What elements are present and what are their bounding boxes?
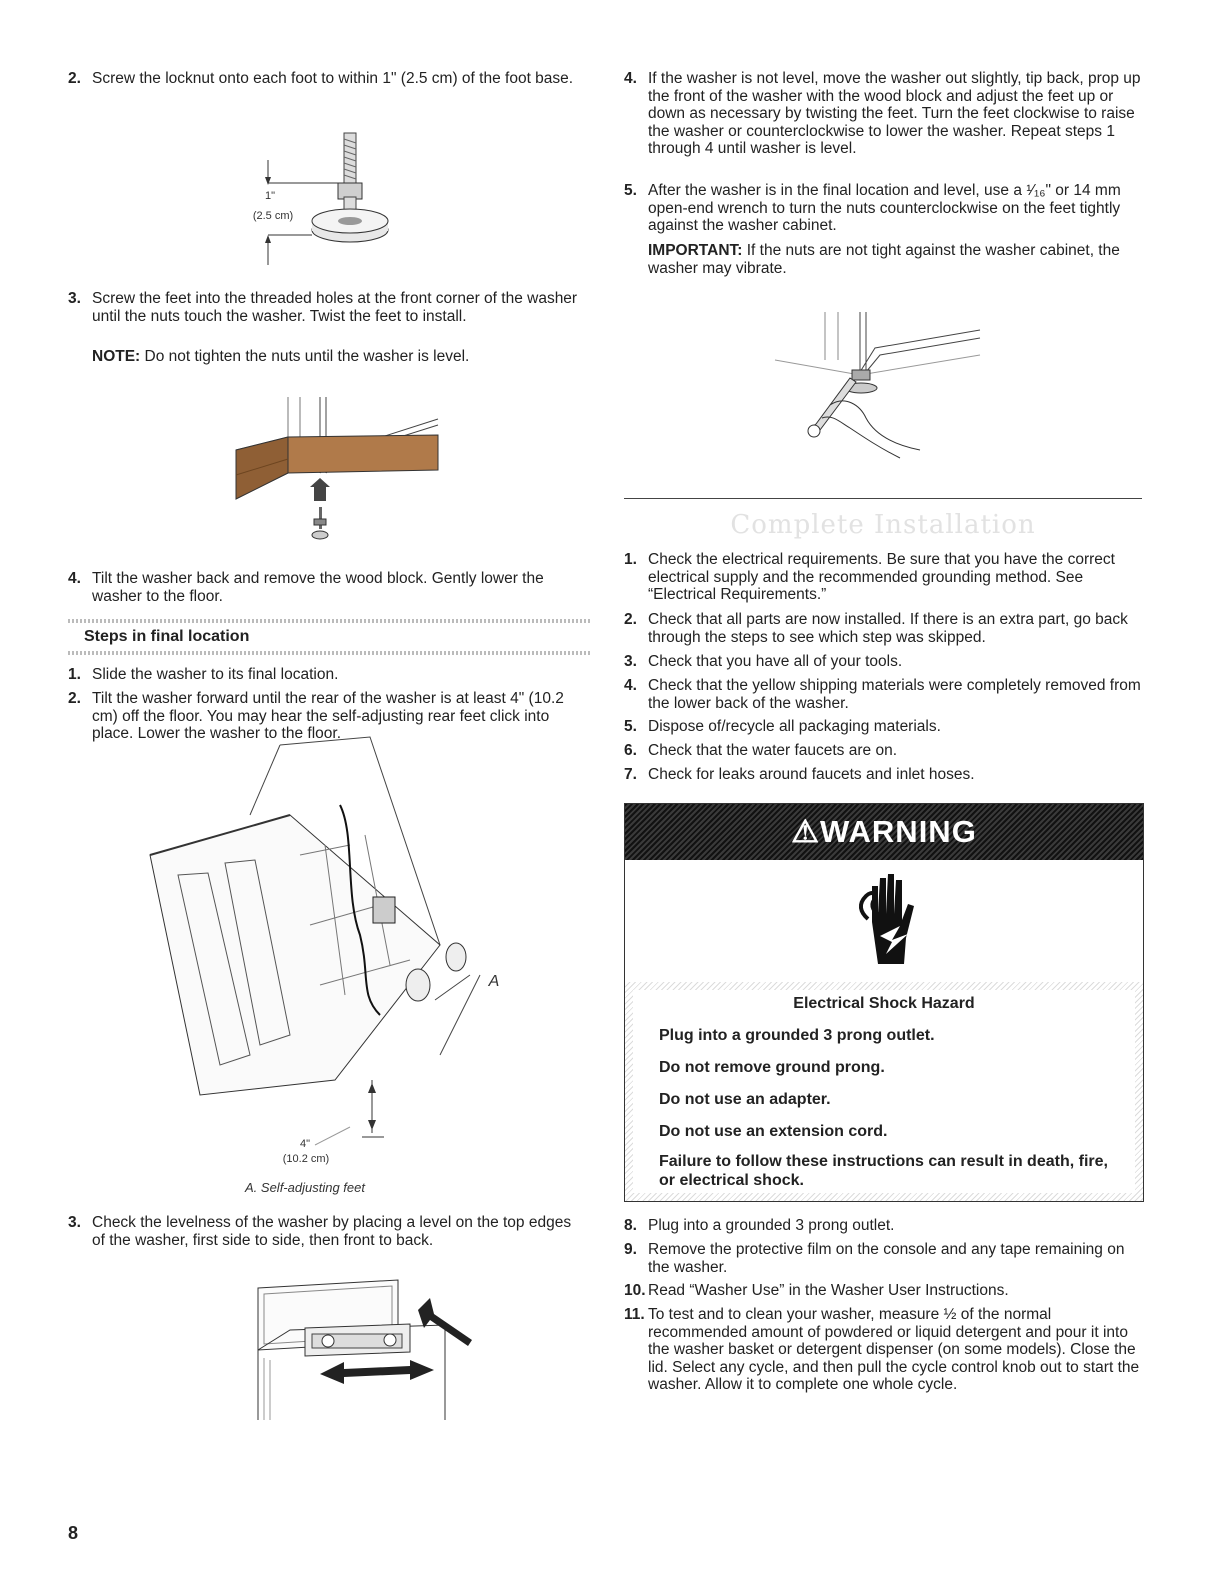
- step-text: Check for leaks around faucets and inlet hoses.: [648, 766, 975, 783]
- step-number: 3.: [68, 1214, 81, 1231]
- step-number: 11.: [624, 1306, 645, 1323]
- hazard-title: Electrical Shock Hazard: [793, 995, 975, 1012]
- important-note: [648, 242, 1144, 277]
- note-label: NOTE:: [92, 348, 141, 365]
- section-title-complete-installation: Complete Installation: [730, 510, 1036, 540]
- wood-block-illustration: [228, 395, 453, 570]
- page-number: 8: [68, 1523, 79, 1543]
- step-number: 4.: [624, 70, 637, 87]
- step-text: Remove the protective film on the console and any tape remaining on the washer.: [648, 1241, 1125, 1276]
- tilted-washer-illustration: [140, 735, 500, 1155]
- subheading-bottom-rule: [68, 651, 590, 655]
- step-number: 5.: [624, 718, 637, 735]
- step-text: Dispose of/recycle all packaging materials.: [648, 718, 941, 735]
- warning-line-3: Do not use an adapter.: [659, 1091, 831, 1108]
- foot-dimension-inches: 1": [264, 190, 276, 202]
- step-text: Check the levelness of the washer by placing a level on the top edges of the washer, first side to side, then front to back.: [92, 1214, 572, 1249]
- step-number: 3.: [624, 653, 637, 670]
- step-number: 10.: [624, 1282, 646, 1299]
- step-text: Plug into a grounded 3 prong outlet.: [648, 1217, 895, 1234]
- warning-header: [625, 804, 1143, 860]
- electrical-shock-hand-icon: [850, 864, 920, 974]
- wrench-illustration: [770, 310, 990, 460]
- step-number: 3.: [68, 290, 81, 307]
- warning-line-2: Do not remove ground prong.: [659, 1059, 885, 1076]
- step-text: After the washer is in the final location and level, use a ¹⁄₁₆" or 14 mm open-end wrench to turn the nuts counterclockwise on the feet tightly against the washer cabinet.: [648, 182, 1121, 234]
- note-tighten: [92, 348, 588, 366]
- step-number: 6.: [624, 742, 637, 759]
- figure-caption-self-adjusting-feet: A. Self-adjusting feet: [245, 1180, 365, 1195]
- step-text: Check that the yellow shipping materials were completely removed from the lower back of the washer.: [648, 677, 1141, 712]
- step-text: Check the electrical requirements. Be sure that you have the correct electrical supply and the recommended grounding method. See “Electrical Requirements.”: [648, 551, 1115, 603]
- foot-dimension-cm: (2.5 cm): [252, 210, 294, 222]
- step-number: 9.: [624, 1241, 637, 1258]
- tilt-dimension-inches: 4": [299, 1138, 311, 1150]
- warning-message-area: [633, 990, 1135, 1193]
- step-text: To test and to clean your washer, measure ½ of the normal recommended amount of powdered or liquid detergent and pour it into the washer basket or detergent dispenser (on some models). Close the lid. Select any cycle, and then pull the cycle control knob out to start the washer. Allow it to complete one whole cycle.: [648, 1306, 1140, 1393]
- step-text: If the washer is not level, move the washer out slightly, tip back, prop up the front of the washer with the wood block and adjust the feet up or down as necessary by twisting the feet. Turn the feet clockwise to raise the washer or counterclockwise to lower the washer. Repeat steps 1 through 4 until washer is level.: [648, 70, 1141, 157]
- step-text: Read “Washer Use” in the Washer User Instructions.: [648, 1282, 1009, 1299]
- washer-level-illustration: [250, 1270, 475, 1425]
- step-number: 4.: [68, 570, 81, 587]
- step-number: 2.: [624, 611, 637, 628]
- section-rule: [624, 498, 1142, 499]
- warning-line-1: Plug into a grounded 3 prong outlet.: [659, 1027, 935, 1044]
- tilt-dimension-cm: (10.2 cm): [282, 1153, 330, 1165]
- step-number: 2.: [68, 70, 81, 87]
- step-text: Check that you have all of your tools.: [648, 653, 903, 670]
- warning-line-4: Do not use an extension cord.: [659, 1123, 888, 1140]
- step-text: Tilt the washer forward until the rear of the washer is at least 4" (10.2 cm) off the floor. You may hear the self-adjusting rear feet click into place. Lower the washer to the floor.: [92, 690, 564, 742]
- warning-box: [624, 803, 1144, 1202]
- warning-line-5: Failure to follow these instructions can result in death, fire, or electrical shock.: [659, 1153, 1108, 1189]
- step-text: Slide the washer to its final location.: [92, 666, 339, 683]
- step-text: Screw the feet into the threaded holes at the front corner of the washer until the nuts touch the washer. Twist the feet to install.: [92, 290, 578, 325]
- step-text: Check that the water faucets are on.: [648, 742, 897, 759]
- subheading-top-rule: [68, 619, 590, 623]
- callout-a: A: [488, 973, 500, 990]
- warning-title: ⚠WARNING: [791, 814, 977, 849]
- subheading-final-location: Steps in final location: [84, 628, 250, 645]
- important-text: If the nuts are not tight against the washer cabinet, the washer may vibrate.: [648, 242, 1120, 277]
- note-text: Do not tighten the nuts until the washer is level.: [144, 348, 470, 365]
- step-number: 1.: [68, 666, 81, 683]
- step-text: Screw the locknut onto each foot to within 1" (2.5 cm) of the foot base.: [92, 70, 574, 87]
- step-number: 4.: [624, 677, 637, 694]
- step-number: 5.: [624, 182, 637, 199]
- step-text: Tilt the washer back and remove the wood block. Gently lower the washer to the floor.: [92, 570, 544, 605]
- step-text: Check that all parts are now installed. If there is an extra part, go back through the steps to see which step was skipped.: [648, 611, 1128, 646]
- leveling-foot-illustration: [260, 125, 400, 285]
- step-number: 7.: [624, 766, 637, 783]
- warning-hazard-frame: [625, 982, 1143, 1201]
- step-number: 1.: [624, 551, 637, 568]
- step-number: 8.: [624, 1217, 637, 1234]
- step-number: 2.: [68, 690, 81, 707]
- important-label: IMPORTANT:: [648, 242, 743, 259]
